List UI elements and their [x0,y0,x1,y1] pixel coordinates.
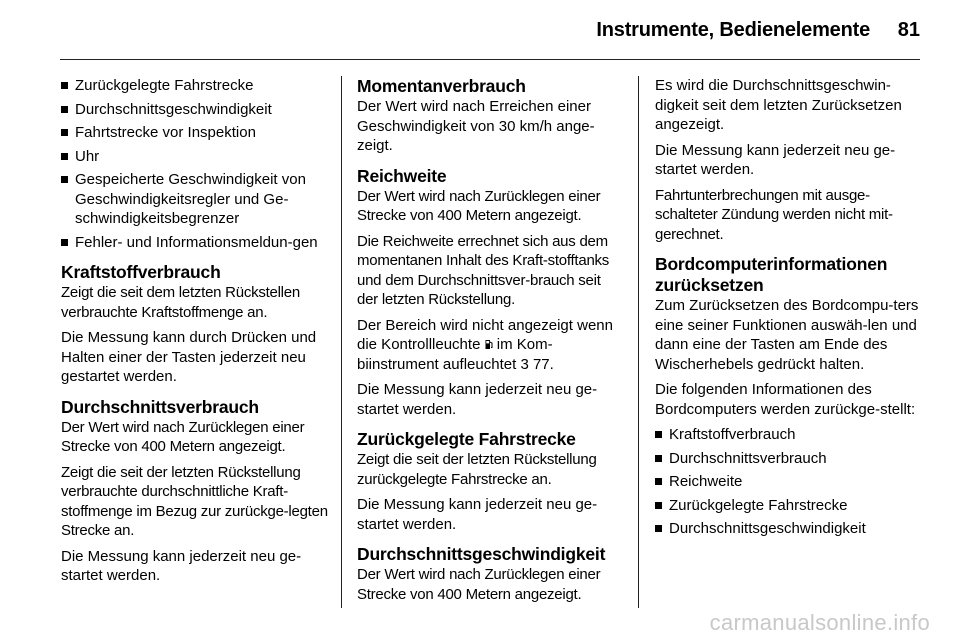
paragraph: Die Messung kann jederzeit neu ge-startet werden. [357,381,598,418]
section-heading-durchschnittsgeschwindigkeit: Durchschnittsgeschwindigkeit [357,544,606,564]
section-heading-reichweite: Reichweite [357,165,447,186]
paragraph: Der Wert wird nach Zurücklegen einer Strecke von 400 Metern angezeigt. [61,418,305,455]
watermark: carmanualsonline.info [709,610,930,635]
column-divider [638,76,639,608]
display-functions-list [61,76,329,252]
page-number: 81 [897,19,920,41]
paragraph: Die Messung kann durch Drücken und Halten einer der Tasten jederzeit neu gestartet werden. [61,329,317,385]
page-title: Instrumente, Bedienelemente [596,19,870,41]
list-item: Zurückgelegte Fahrstrecke [61,76,329,96]
paragraph: Der Wert wird nach Zurücklegen einer Strecke von 400 Metern angezeigt. [357,566,601,603]
section-heading-bordcomputer-zuruecksetzen: Bordcomputerinformationen zurücksetzen [655,254,888,295]
list-item: Kraftstoffverbrauch [655,425,923,445]
header-rule [60,59,920,60]
list-item: Reichweite [655,472,923,492]
paragraph: Fahrtunterbrechungen mit ausge-schalteter Zündung werden nicht mit-gerechnet. [655,186,893,243]
fuel-pump-icon [485,336,493,347]
list-item: Zurückgelegte Fahrstrecke [655,496,923,516]
section-heading-zurueckgelegte-fahrstrecke: Zurückgelegte Fahrstrecke [357,429,576,449]
paragraph: Die Messung kann jederzeit neu ge-startet werden. [655,141,896,178]
paragraph: Der Wert wird nach Erreichen einer Geschwindigkeit von 30 km/h ange-zeigt. [357,98,595,154]
paragraph-kontrollleuchte [357,316,625,375]
column-1 [61,76,329,592]
list-item: Durchschnittsverbrauch [655,449,923,469]
paragraph: Die Messung kann jederzeit neu ge-startet werden. [357,496,598,533]
column-divider [341,76,342,608]
page-header [0,0,960,60]
list-item: Gespeicherte Geschwindigkeit von Geschwindigkeitsregler und Ge-schwindigkeitsbegrenzer [61,170,329,229]
list-item: Fehler- und Informationsmeldun-gen [61,233,329,253]
paragraph: Die Reichweite errechnet sich aus dem momentanen Inhalt des Kraft-stofftanks und dem Durchschnittsver-brauch seit der letzten Rückstellung. [357,232,610,308]
list-item: Durchschnittsgeschwindigkeit [655,519,923,539]
paragraph: Zum Zurücksetzen des Bordcompu-ters eine seiner Funktionen auswäh-len und dann eine der Tasten am Ende des Wischerhebels gedrückt halten. [655,297,919,373]
text-span: im Kom-biinstrument aufleuchtet [357,336,553,373]
text-span: Der Bereich wird nicht angezeigt wenn die Kontrollleuchte [357,316,613,353]
paragraph: Die folgenden Informationen des Bordcomputers werden zurückge-stellt: [655,381,916,418]
paragraph: Zeigt die seit dem letzten Rückstellen verbrauchte Kraftstoffmenge an. [61,284,300,321]
paragraph: Der Wert wird nach Zurücklegen einer Strecke von 400 Metern angezeigt. [357,187,601,224]
paragraph: Zeigt die seit der letzten Rückstellung zurückgelegte Fahrstrecke an. [357,451,597,488]
paragraph: Es wird die Durchschnittsgeschwin-digkeit seit dem letzten Zurücksetzen angezeigt. [655,77,902,133]
section-heading-durchschnittsverbrauch: Durchschnittsverbrauch [61,396,259,417]
paragraph: Zeigt die seit der letzten Rückstellung verbrauchte durchschnittliche Kraft-stoffmenge im Bezug zur zurückge-legten Strecke an. [61,463,328,539]
reset-items-list [655,425,923,539]
column-2 [357,76,625,610]
column-3 [655,76,923,547]
section-heading-momentanverbrauch: Momentanverbrauch [357,76,526,96]
list-item: Fahrtstrecke vor Inspektion [61,123,329,143]
list-item: Durchschnittsgeschwindigkeit [61,100,329,120]
paragraph: Die Messung kann jederzeit neu ge-startet werden. [61,547,302,584]
section-heading-kraftstoffverbrauch: Kraftstoffverbrauch [61,262,221,282]
list-item: Uhr [61,147,329,167]
page-reference: 3 77. [520,355,554,373]
